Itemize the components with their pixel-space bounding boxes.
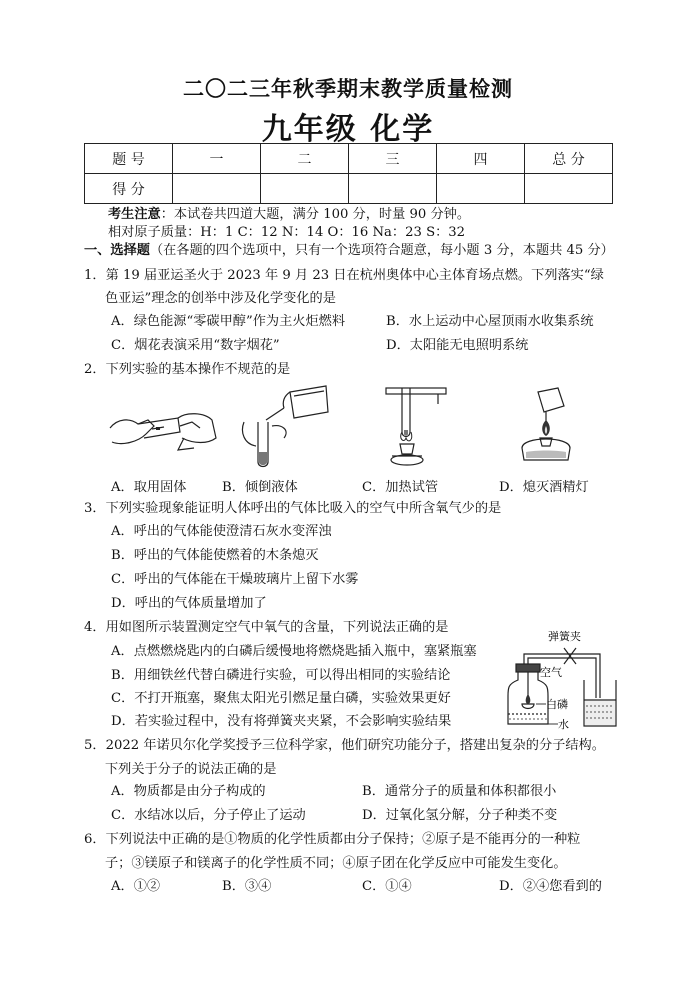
diagram-label-air: 空气 [540, 667, 562, 679]
q6-stem-cont: 子；③镁原子和镁离子的化学性质不同；④原子团在化学反应中可能发生变化。 [105, 856, 567, 871]
q4-stem: 4．用如图所示装置测定空气中氧气的含量，下列说法正确的是 [84, 620, 449, 635]
q6-stem: 6．下列说法中正确的是①物质的化学性质都由分子保持；②原子是不能再分的一种粒 [84, 832, 581, 847]
q5-stem-cont: 下列关于分子的说法正确的是 [105, 762, 277, 777]
table-cell: 得 分 [85, 174, 173, 204]
q3-option-a: A．呼出的气体能使澄清石灰水变浑浊 [111, 524, 332, 539]
q5-option-d: D．过氧化氢分解，分子种类不变 [362, 808, 558, 823]
solid-taking-illustration [108, 398, 218, 468]
section-heading [84, 242, 614, 260]
q1-stem: 1．第 19 届亚运圣火于 2023 年 9 月 23 日在杭州奥体中心主体育场点燃。下列落实“绿 [84, 268, 604, 283]
section-label: 一、选择题 [84, 243, 150, 258]
q3-option-c: C．呼出的气体能在干燥玻璃片上留下水雾 [111, 572, 359, 587]
q5-option-b: B．通常分子的质量和体积都很小 [362, 784, 557, 799]
exam-title: 二〇二三年秋季期末教学质量检测 [183, 76, 513, 101]
q1-option-a: A．绿色能源“零碳甲醇”作为主火炬燃料 [111, 314, 346, 329]
q2-option-c: C．加热试管 [362, 480, 439, 495]
q5-option-a: A．物质都是由分子构成的 [111, 784, 266, 799]
q2-option-a: A．取用固体 [111, 480, 187, 495]
footer-fragment: 您看到的 [549, 879, 602, 894]
score-cell[interactable] [261, 174, 349, 204]
q6-option-d-text: D．②④ [499, 879, 550, 894]
q6-option-c: C．①④ [362, 879, 412, 894]
score-cell[interactable] [437, 174, 525, 204]
q1-option-c: C．烟花表演采用“数字烟花” [111, 338, 280, 353]
q3-stem: 3．下列实验现象能证明人体呼出的气体比吸入的空气中所含氧气少的是 [84, 501, 502, 516]
score-cell[interactable] [525, 174, 613, 204]
solid-granule [156, 427, 160, 430]
q4-option-d: D．若实验过程中，没有将弹簧夹夹紧，不会影响实验结果 [111, 714, 452, 729]
q4-option-c: C．不打开瓶塞，聚焦太阳光引燃足量白磷，实验效果更好 [111, 691, 451, 706]
table-cell: 二 [261, 144, 349, 174]
q6-option-a: A．①② [111, 879, 161, 894]
q5-option-c: C．水结冰以后，分子停止了运动 [111, 808, 306, 823]
q2-option-d: D．熄灭酒精灯 [499, 480, 589, 495]
table-cell: 一 [173, 144, 261, 174]
subject-title: 九年级 化学 [261, 112, 435, 147]
table-cell: 题 号 [85, 144, 173, 174]
notice-label: 考生注意 [108, 207, 161, 222]
diagram-label-clip: 弹簧夹 [548, 631, 581, 643]
notice-line [108, 206, 470, 224]
q1-stem-cont: 色亚运”理念的创举中涉及化学变化的是 [105, 291, 336, 306]
q4-option-b: B．用细铁丝代替白磷进行实验，可以得出相同的实验结论 [111, 668, 451, 683]
q2-option-b: B．倾倒液体 [222, 480, 298, 495]
section-instructions: （在各题的四个选项中，只有一个选项符合题意，每小题 3 分，本题共 45 分） [149, 243, 614, 258]
extinguish-lamp-illustration [508, 388, 588, 470]
q1-option-d: D．太阳能无电照明系统 [386, 338, 529, 353]
table-cell: 三 [349, 144, 437, 174]
diagram-label-phosphorus: 白磷 [546, 699, 568, 711]
table-cell: 四 [437, 144, 525, 174]
score-table-header-row [85, 144, 613, 174]
score-table-score-row [85, 174, 613, 204]
q6-option-b: B．③④ [222, 879, 272, 894]
notice-text: ：本试卷共四道大题，满分 100 分，时量 90 分钟。 [160, 207, 471, 222]
heat-tube-illustration [378, 384, 458, 469]
q6-option-d [499, 878, 602, 896]
q5-stem: 5．2022 年诺贝尔化学奖授予三位科学家，他们研究功能分子，搭建出复杂的分子结构。 [84, 738, 605, 753]
pour-liquid-illustration [238, 382, 333, 470]
score-table [84, 143, 613, 204]
table-cell: 总 分 [525, 144, 613, 174]
diagram-label-water: 水 [558, 719, 569, 731]
oxygen-apparatus-diagram [500, 628, 618, 730]
q2-stem: 2．下列实验的基本操作不规范的是 [84, 362, 291, 377]
q3-option-d: D．呼出的气体质量增加了 [111, 596, 267, 611]
atomic-masses: 相对原子质量：H：1 C：12 N：14 O：16 Na：23 S：32 [108, 225, 466, 240]
q3-option-b: B．呼出的气体能使燃着的木条熄灭 [111, 548, 319, 563]
q4-option-a: A．点燃燃烧匙内的白磷后缓慢地将燃烧匙插入瓶中，塞紧瓶塞 [111, 644, 477, 659]
score-cell[interactable] [173, 174, 261, 204]
score-cell[interactable] [349, 174, 437, 204]
q1-option-b: B．水上运动中心屋顶雨水收集系统 [386, 314, 594, 329]
